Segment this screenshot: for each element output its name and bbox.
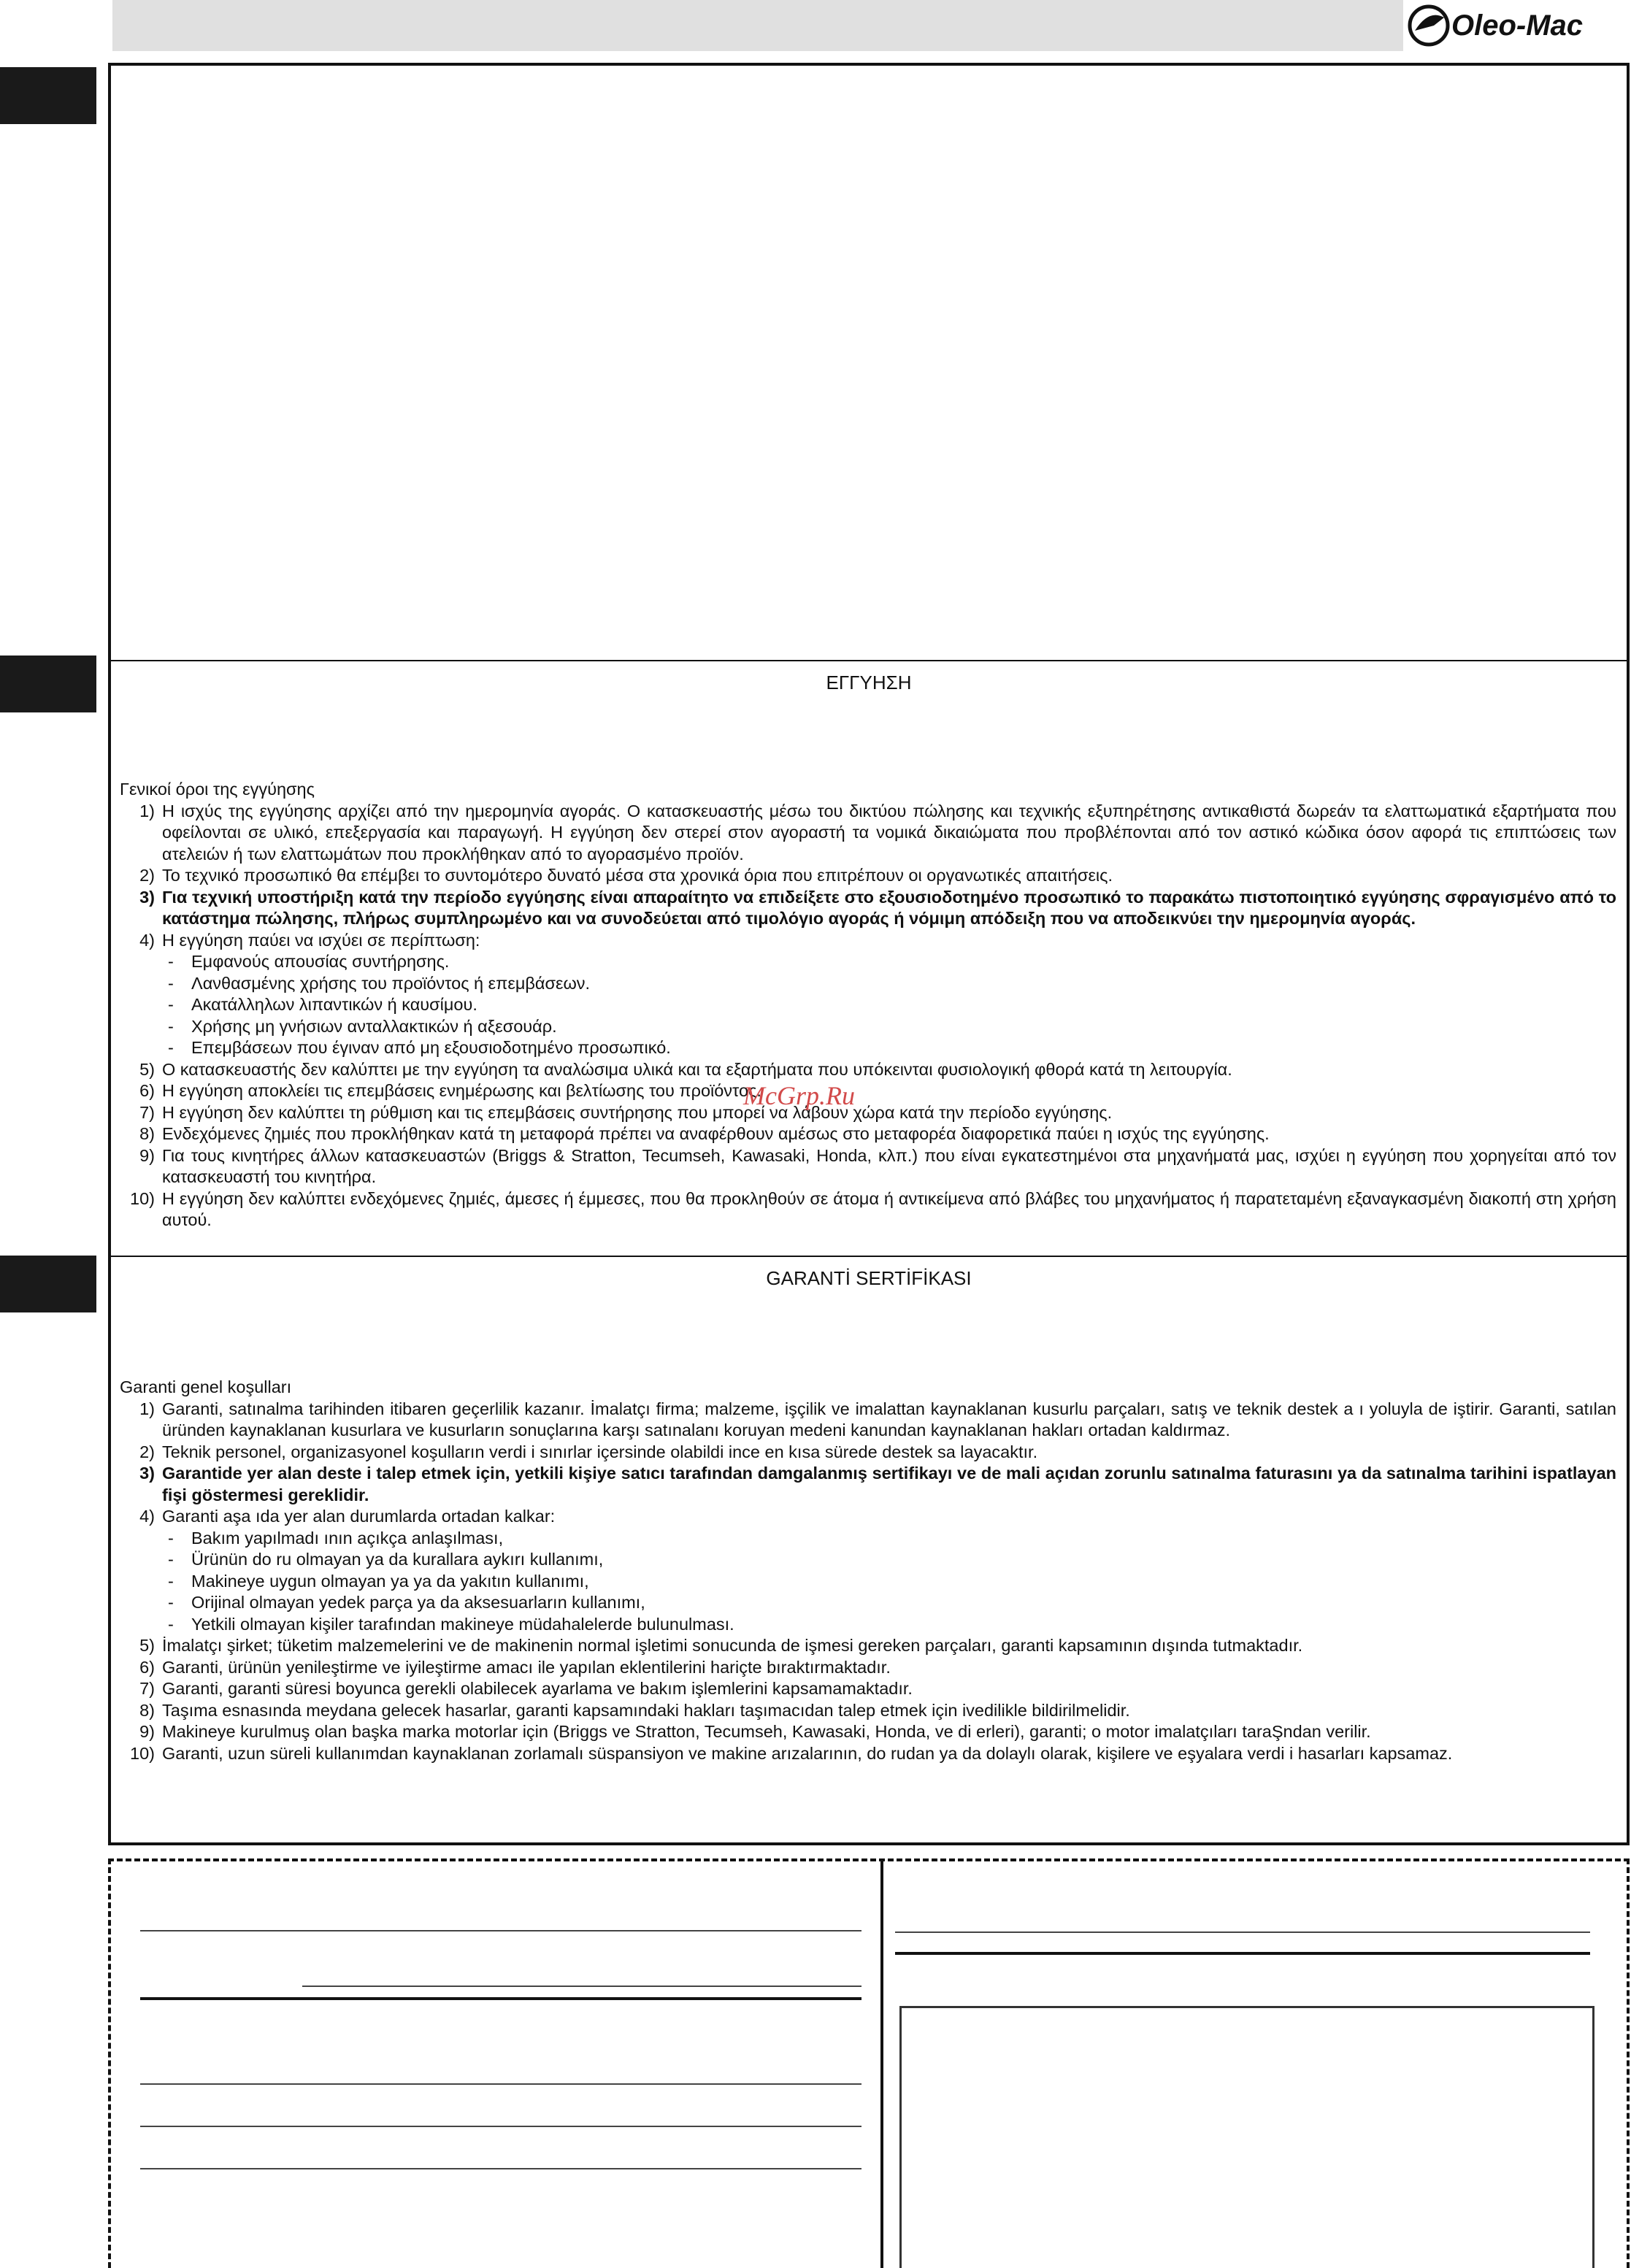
- turkish-item-1: 1) Garanti, satınalma tarihinden itibaren geçerlilik kazanır. İmalatçı firma; malzeme, işçilik ve imalattan kaynaklanan kusurlu parçaları, satış ve teknik destek a ı yoluyla de iştirir. Garanti, satılan üründen kaynaklanan kusurlara ve kusurların sonuçlarına karşı satınalanı koruyan medeni kanundan kaynaklanan hakları ortadan kaldırmaz.: [139, 1399, 1616, 1439]
- turkish-item-4: 4) Garanti aşa ıda yer alan durumlarda ortadan kalkar:: [139, 1507, 556, 1526]
- coupon-field-line[interactable]: [140, 2083, 861, 2085]
- divider-turkish: [108, 1256, 1630, 1257]
- watermark: McGrp.Ru: [743, 1081, 855, 1110]
- greek-sub-item: - Επεμβάσεων που έγιναν από μη εξουσιοδοτημένο προσωπικό.: [168, 1038, 671, 1057]
- greek-sub-item: - Χρήσης μη γνήσιων ανταλλακτικών ή αξεσουάρ.: [168, 1016, 557, 1036]
- greek-sub-item: - Εμφανούς απουσίας συντήρησης.: [168, 952, 450, 971]
- coupon-field-line[interactable]: [140, 1997, 861, 2000]
- turkish-item-7: 7) Garanti, garanti süresi boyunca gerekli olabilecek ayarlama ve bakım işlemlerini kapsamamaktadır.: [139, 1679, 913, 1698]
- greek-item-9: 9) Για τους κινητήρες άλλων κατασκευαστών (Briggs & Stratton, Tecumseh, Kawasaki, Honda, κλπ.) που είναι εγκατεστημένοι στα μηχανήματά μας, ισχύει η εγγύηση που χορηγείται από τον κατασκευαστή του κινητήρα.: [139, 1145, 1616, 1186]
- coupon-field-line[interactable]: [895, 1931, 1590, 1933]
- turkish-sub-item: - Ürünün do ru olmayan ya da kurallara aykırı kullanımı,: [168, 1550, 604, 1569]
- greek-item-4: 4) Η εγγύηση παύει να ισχύει σε περίπτωση:: [139, 930, 480, 950]
- turkish-item-8: 8) Taşıma esnasında meydana gelecek hasarlar, garanti kapsamındaki hakları taşımacıdan talep etmek için ivedilikle bildirilmelidir.: [139, 1700, 1130, 1720]
- coupon-divider: [880, 1858, 883, 2268]
- turkish-item-3: 3) Garantide yer alan deste i talep etmek için, yetkili kişiye satıcı tarafından damgalanmış sertifikayı ve de mali açıdan zorunlu satınalma faturasını ya da satınalma tarihini ispatlayan fişi göstermesi gereklidir.: [139, 1464, 1616, 1504]
- coupon-field-line[interactable]: [140, 2168, 861, 2169]
- greek-item-2: 2) Το τεχνικό προσωπικό θα επέμβει το συντομότερο δυνατό μέσα στα χρονικά όρια που επιτρέπουν οι οργανωτικές απαιτήσεις.: [139, 866, 1113, 885]
- greek-terms: [120, 779, 1616, 1231]
- greek-title: ΕΓΓΥΗΣΗ: [826, 672, 912, 693]
- greek-item-5: 5) Ο κατασκευαστής δεν καλύπτει με την εγγύηση τα αναλώσιμα υλικά και τα εξαρτήματα που υπόκεινται φυσιολογική φθορά κατά τη λειτουργία.: [139, 1059, 1232, 1079]
- turkish-item-5: 5) İmalatçı şirket; tüketim malzemelerini ve de makinenin normal işletimi sonucunda de işmesi gereken parçaları, garanti kapsamının dışında tutmaktadır.: [139, 1636, 1303, 1655]
- turkish-heading: Garanti genel koşulları: [120, 1377, 292, 1396]
- coupon-field-line[interactable]: [895, 1952, 1590, 1955]
- turkish-sub-item: - Makineye uygun olmayan ya ya da yakıtın kullanımı,: [168, 1571, 589, 1591]
- turkish-title: GARANTİ SERTİFİKASI: [766, 1267, 972, 1289]
- language-tab-turkish: [0, 1256, 96, 1312]
- oleo-mac-logo: [1405, 1, 1624, 50]
- turkish-sub-item: - Bakım yapılmadı ının açıkça anlaşılması,: [168, 1528, 504, 1548]
- turkish-item-2: 2) Teknik personel, organizasyonel koşulların verdi i sınırlar içersinde olabildi ince en kısa sürede destek sa layacaktır.: [139, 1442, 1038, 1461]
- coupon-field-line[interactable]: [140, 1930, 861, 1931]
- language-tab-1: [0, 67, 96, 124]
- greek-item-3: 3) Για τεχνική υποστήριξη κατά την περίοδο εγγύησης είναι απαραίτητο να επιδείξετε στο εξουσιοδοτημένο προσωπικό το παρακάτω πιστοποιητικό εγγύησης σφραγισμένο από το κατάστημα πώλησης, πλήρως συμπληρωμένο και να συνοδεύεται από τιμολόγιο αγοράς ή νόμιμη απόδειξη που να αποδεικνύει την ημερομηνία αγοράς.: [139, 887, 1616, 928]
- coupon-field-line[interactable]: [140, 2126, 861, 2127]
- divider-greek: [108, 660, 1630, 661]
- greek-heading: Γενικοί όροι της εγγύησης: [120, 780, 315, 799]
- coupon-field-line[interactable]: [302, 1986, 861, 1987]
- turkish-item-10: 10) Garanti, uzun süreli kullanımdan kaynaklanan zorlamalı süspansiyon ve makine arızalarının, do rudan ya da dolaylı olarak, kişilere ve eşyalara verdi i hasarları kapsamaz.: [130, 1743, 1453, 1763]
- turkish-item-9: 9) Makineye kurulmuş olan başka marka motorlar için (Briggs ve Stratton, Tecumseh, Kawasaki, Honda, ve di erleri), garanti; o motor imalatçıları taraŞndan verilir.: [139, 1722, 1371, 1741]
- greek-sub-item: - Λανθασμένης χρήσης του προϊόντος ή επεμβάσεων.: [168, 973, 591, 993]
- dealer-stamp-box[interactable]: [899, 2006, 1594, 2268]
- greek-item-8: 8) Ενδεχόμενες ζημιές που προκλήθηκαν κατά τη μεταφορά πρέπει να αναφέρθουν αμέσως στο μεταφορέα διαφορετικά παύει η ισχύς της εγγύησης.: [139, 1124, 1270, 1143]
- greek-item-1: 1) Η ισχύς της εγγύησης αρχίζει από την ημερομηνία αγοράς. Ο κατασκευαστής μέσω του δικτύου πώλησης και τεχνικής εξυπηρέτησης αντικαθιστά δωρεάν τα ελαττωματικά εξαρτήματα που οφείλονται σε υλικό, επεξεργασία και παραγωγή. Η εγγύηση δεν στερεί στον αγοραστή τα νομικά δικαιώματα που προβλέπονται από τον αστικό κώδικα όσον αφορά τις επιπτώσεις των ατελειών ή των ελαττωμάτων που προκλήθηκαν από το αγορασμένο προϊόν.: [139, 801, 1616, 864]
- turkish-terms: [120, 1377, 1616, 1764]
- brand-text: Oleo-Mac: [1451, 9, 1584, 42]
- turkish-sub-item: - Yetkili olmayan kişiler tarafından makineye müdahalelerde bulunulması.: [168, 1614, 734, 1634]
- header-bar: [112, 0, 1403, 51]
- language-tab-greek: [0, 656, 96, 712]
- turkish-sub-item: - Orijinal olmayan yedek parça ya da aksesuarların kullanımı,: [168, 1593, 645, 1612]
- greek-item-7: 7) Η εγγύηση δεν καλύπτει τη ρύθμιση και τις επεμβάσεις συντήρησης που μπορεί να λάβουν χώρα κατά την περίοδο εγγύησης.: [139, 1102, 1113, 1122]
- greek-sub-item: - Ακατάλληλων λιπαντικών ή καυσίμου.: [168, 995, 477, 1014]
- greek-item-6: 6) Η εγγύηση αποκλείει τις επεμβάσεις ενημέρωσης και βελτίωσης του προϊόντος.: [139, 1081, 761, 1100]
- greek-item-10: 10) Η εγγύηση δεν καλύπτει ενδεχόμενες ζημιές, άμεσες ή έμμεσες, που θα προκληθούν σε άτομα ή αντικείμενα από βλάβες του μηχανήματος ή παρατεταμένη εξαναγκασμένη διακοπή στη χρήση αυτού.: [130, 1188, 1616, 1229]
- turkish-item-6: 6) Garanti, ürünün yenileştirme ve iyileştirme amacı ile yapılan eklentilerini hariçte bıraktırmaktadır.: [139, 1657, 891, 1677]
